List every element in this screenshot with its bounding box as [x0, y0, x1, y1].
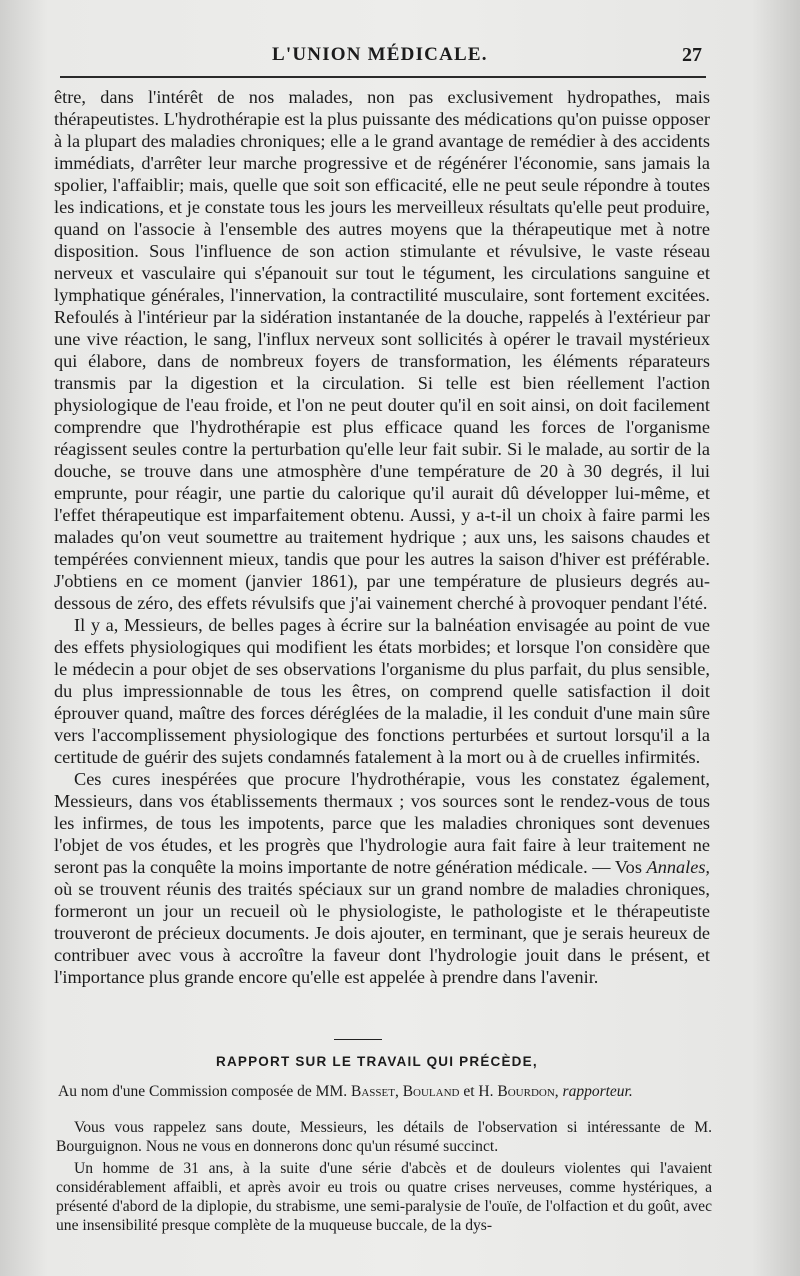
report-paragraph-1: Vous vous rappelez sans doute, Messieurs, les détails de l'observation si intéressante de M. Bourguignon. Nous ne vous en donnerons donc qu'un résumé succinct.: [56, 1119, 712, 1156]
paragraph-3-text: Ces cures inespérées que procure l'hydrothérapie, vous les constatez également, Messieurs, dans vos établissements thermaux ; vos sources sont le rendez-vous de tous les infirmes, de tous les impotents, parce que les maladies chroniques sont devenues l'objet de vos études, et les progrès que l'hydrologie aura fait faire à leur traitement ne seront pas la conquête la moins importante de notre génération médicale. — Vos: [54, 769, 710, 877]
page-header: [0, 44, 800, 74]
member-basset: Basset: [350, 1083, 395, 1100]
commission-connector: et H.: [463, 1083, 494, 1100]
header-rule: [60, 76, 706, 78]
commission-prefix: Au nom d'une Commission composée de MM.: [58, 1083, 348, 1100]
main-text: [54, 86, 710, 988]
paragraph-1: être, dans l'intérêt de nos malades, non pas exclusivement hydropathes, mais thérapeutistes. L'hydrothérapie est la plus puissante des médications qu'on puisse opposer à la plupart des maladies chroniques; elle a le grand avantage de remédier à des accidents immédiats, d'arrêter leur marche progressive et de régénérer l'économie, sans jamais la spolier, l'affaiblir; mais, quelle que soit son efficacité, elle ne peut seule répondre à toutes les indications, et je constate tous les jours les merveilleux résultats qu'elle peut produire, quand on l'associe à l'ensemble des autres moyens que la thérapeutique met à notre disposition. Sous l'influence de son action stimulante et révulsive, le vaste réseau nerveux et vasculaire qui s'épanouit sur tout le tégument, les circulations sanguine et lymphatique générales, l'innervation, la contractilité musculaire, sont fortement excitées. Refoulés à l'intérieur par la sidération instantanée de la douche, rappelés à l'extérieur par une vive réaction, le sang, l'influx nerveux sont sollicités à opérer le travail mystérieux qui élabore, dans de nombreux foyers de transformation, les éléments réparateurs transmis par la digestion et la circulation. Si telle est bien réellement l'action physiologique de l'eau froide, et l'on ne peut douter qu'il en soit ainsi, on doit facilement comprendre que l'hydrothérapie est plus efficace quand les forces de l'organisme réagissent seules contre la perturbation qu'elle leur fait subir. Si le malade, au sortir de la douche, se trouve dans une atmosphère d'une température de 20 à 30 degrés, il lui emprunte, pour réagir, une partie du calorique qu'il aurait dû développer lui-même, et l'effet thérapeutique est imparfaitement obtenu. Aussi, y a-t-il un choix à faire parmi les malades qu'on veut soumettre au traitement hydrique ; aux uns, les saisons chaudes et tempérées conviennent mieux, tandis que pour les autres la saison d'hiver est préférable. J'obtiens en ce moment (janvier 1861), par une température de plusieurs degrés au-dessous de zéro, des effets révulsifs que j'ai vainement cherché à provoquer pendant l'été.: [54, 87, 710, 613]
page-number: 27: [682, 44, 702, 66]
report-text: [56, 1118, 712, 1236]
paragraph-3: [54, 768, 710, 988]
section-divider: [334, 1039, 382, 1040]
report-title: RAPPORT SUR LE TRAVAIL QUI PRÉCÈDE,: [216, 1054, 538, 1069]
paragraph-2: Il y a, Messieurs, de belles pages à écrire sur la balnéation envisagée au point de vue des effets physiologiques qui modifient les états morbides; et lorsque l'on considère que le médecin a pour objet de ses observations l'organisme du plus parfait, du plus sensible, du plus impressionnable de tous les êtres, on comprend quelle satisfaction il doit éprouver quand, maître des forces déréglées de la maladie, il les conduit d'une main sûre vers l'accomplissement physiologique des fonctions perturbées et surtout lorsqu'il a la certitude de guérir des sujets condamnés fatalement à la mort ou à de cruelles infirmités.: [54, 615, 710, 767]
paragraph-3-continued: où se trouvent réunis des traités spéciaux sur un grand nombre de maladies chroniques, formeront un jour un recueil où le physiologiste, le pathologiste et le thérapeutiste trouveront de précieux documents. Je dois ajouter, en terminant, que je serais heureux de contribuer avec vous à accroître la faveur dont l'hydrologie jouit dans le présent, et l'importance plus grande encore qu'elle est appelée à prendre dans l'avenir.: [54, 879, 710, 987]
commission-line: Au nom d'une Commission composée de MM. Basset, Bouland et H. Bourdon, rapporteur.: [58, 1083, 633, 1100]
rapporteur-label: rapporteur.: [562, 1083, 633, 1100]
report-paragraph-2: Un homme de 31 ans, à la suite d'une série d'abcès et de douleurs violentes qui l'avaient considérablement affaibli, et après avoir eu trois ou quatre crises nerveuses, comme hystériques, a présenté d'abord de la diplopie, du strabisme, une semi-paralysie de l'ouïe, de l'olfaction et du goût, avec une insensibilité presque complète de la muqueuse buccale, de la dys-: [56, 1159, 712, 1235]
running-title: L'UNION MÉDICALE.: [272, 44, 488, 65]
annales-reference: Annales,: [646, 857, 710, 877]
member-bourdon: Bourdon: [497, 1083, 555, 1100]
member-bouland: Bouland: [402, 1083, 460, 1100]
